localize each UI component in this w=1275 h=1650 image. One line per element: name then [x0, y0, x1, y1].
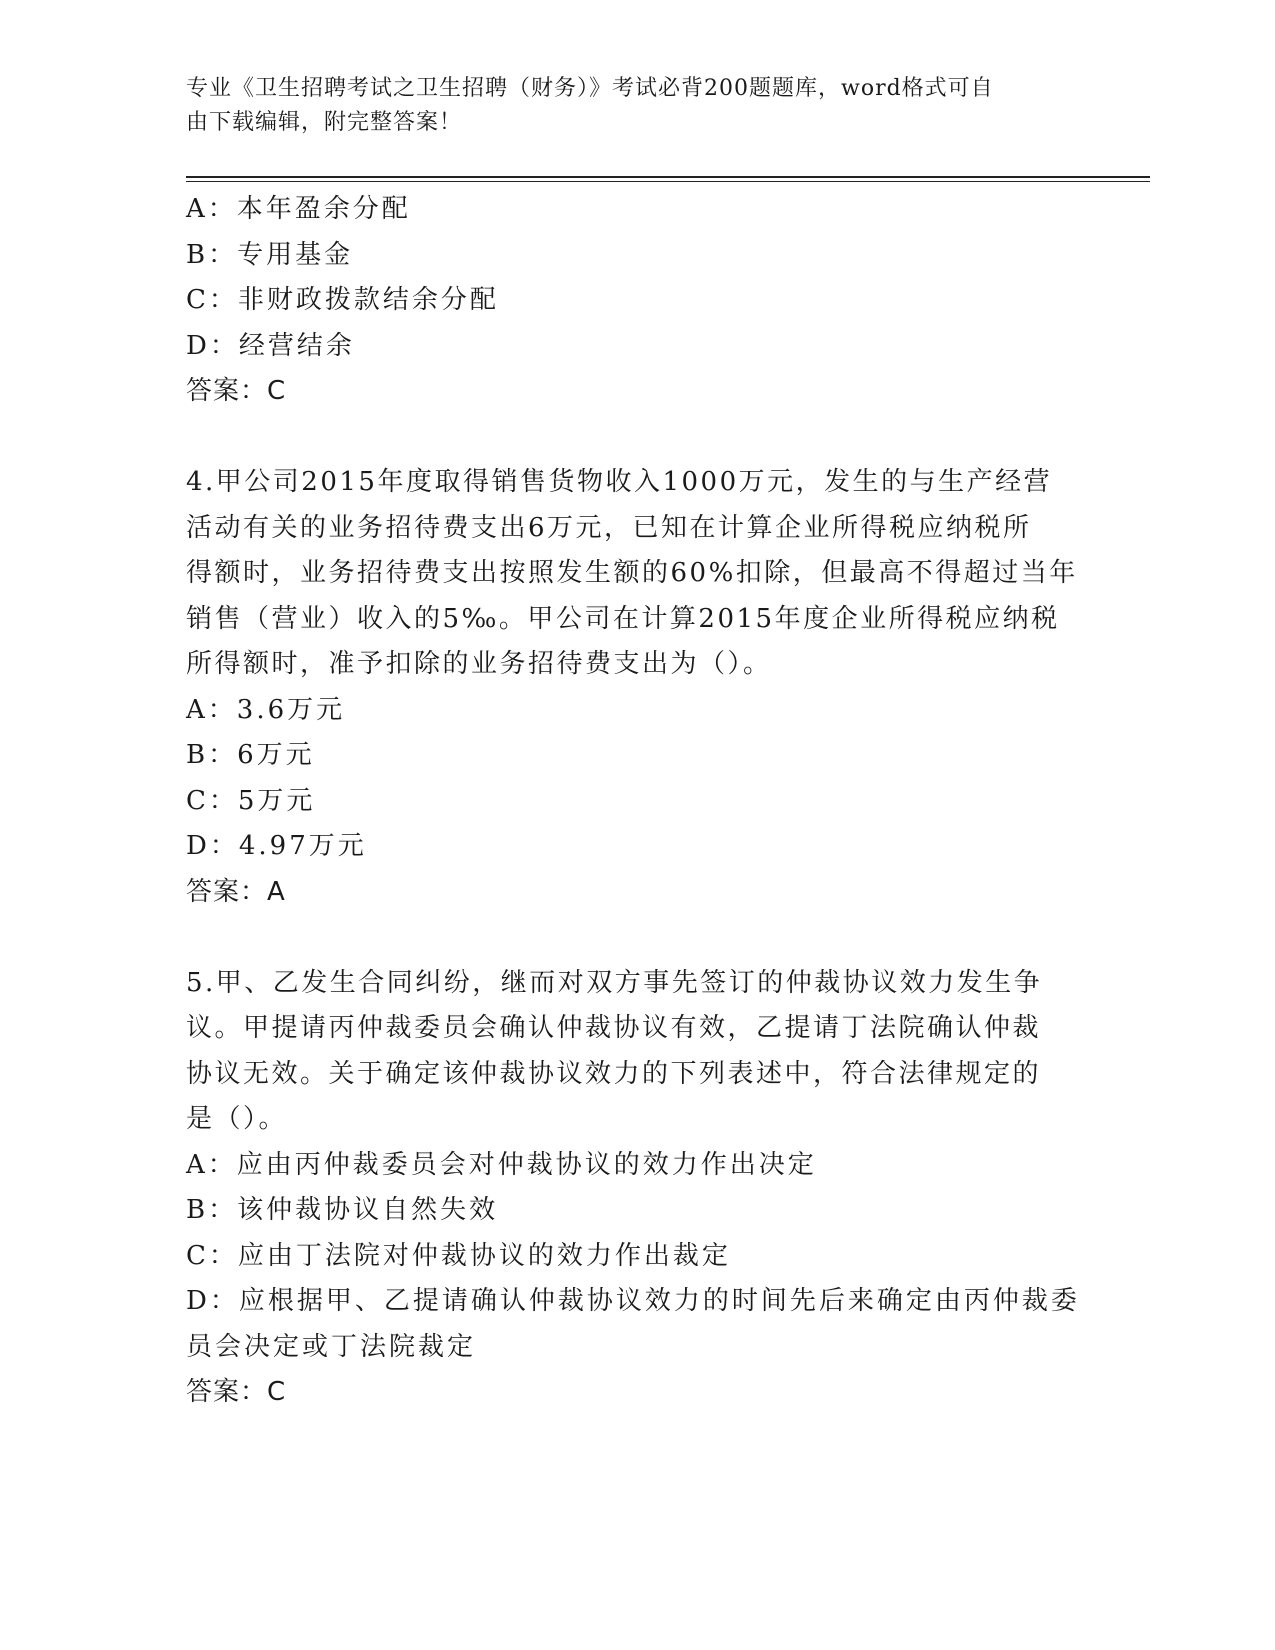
answer-line: 答案：C	[186, 376, 287, 406]
question-4-block	[186, 460, 1086, 915]
question-content	[186, 187, 1086, 1416]
header-divider-thin	[186, 181, 1150, 182]
option-d-continued: 员会决定或丁法院裁定	[186, 1331, 477, 1362]
answer-line: 答案：A	[186, 876, 286, 907]
question-5-block	[186, 961, 1086, 1416]
stem-line: 所得额时，准予扣除的业务招待费支出为（）。	[186, 649, 772, 679]
option-a: A：3.6万元	[186, 694, 346, 725]
answer-line: 答案：C	[186, 1377, 287, 1407]
header-line-1: 专业《卫生招聘考试之卫生招聘（财务）》考试必背200题题库，word格式可自	[186, 76, 994, 101]
option-c: C：5万元	[186, 785, 316, 816]
document-header	[186, 72, 1066, 140]
header-line-2: 由下载编辑，附完整答案！	[186, 110, 463, 135]
option-d: D：经营结余	[186, 330, 355, 361]
question-stem	[186, 961, 1086, 1143]
option-d: D：应根据甲、乙提请确认仲裁协议效力的时间先后来确定由丙仲裁委	[186, 1286, 1080, 1316]
option-d: D：4.97万元	[186, 831, 367, 861]
option-b: B：专用基金	[186, 239, 354, 270]
spacer	[186, 415, 1086, 461]
option-c: C：非财政拨款结余分配	[186, 285, 499, 315]
stem-line: 销售（营业）收入的5‰。甲公司在计算2015年度企业所得税应纳税	[186, 603, 1060, 634]
option-b: B：该仲裁协议自然失效	[186, 1195, 499, 1225]
option-a: A：本年盈余分配	[186, 194, 411, 224]
stem-line: 5.甲、乙发生合同纠纷，继而对双方事先签订的仲裁协议效力发生争	[186, 967, 1043, 998]
question-stem	[186, 460, 1086, 688]
spacer	[186, 915, 1086, 961]
header-divider-thick	[186, 176, 1150, 178]
question-3-block	[186, 187, 1086, 415]
stem-line: 议。甲提请丙仲裁委员会确认仲裁协议有效，乙提请丁法院确认仲裁	[186, 1013, 1042, 1043]
option-a: A：应由丙仲裁委员会对仲裁协议的效力作出决定	[186, 1149, 817, 1180]
stem-line: 4.甲公司2015年度取得销售货物收入1000万元，发生的与生产经营	[186, 467, 1053, 497]
option-c: C：应由丁法院对仲裁协议的效力作出裁定	[186, 1240, 731, 1271]
stem-line: 是（）。	[186, 1104, 288, 1134]
stem-line: 协议无效。关于确定该仲裁协议效力的下列表述中，符合法律规定的	[186, 1058, 1042, 1089]
stem-line: 得额时，业务招待费支出按照发生额的60%扣除，但最高不得超过当年	[186, 558, 1078, 588]
option-b: B：6万元	[186, 740, 315, 770]
stem-line: 活动有关的业务招待费支出6万元，已知在计算企业所得税应纳税所	[186, 512, 1032, 543]
